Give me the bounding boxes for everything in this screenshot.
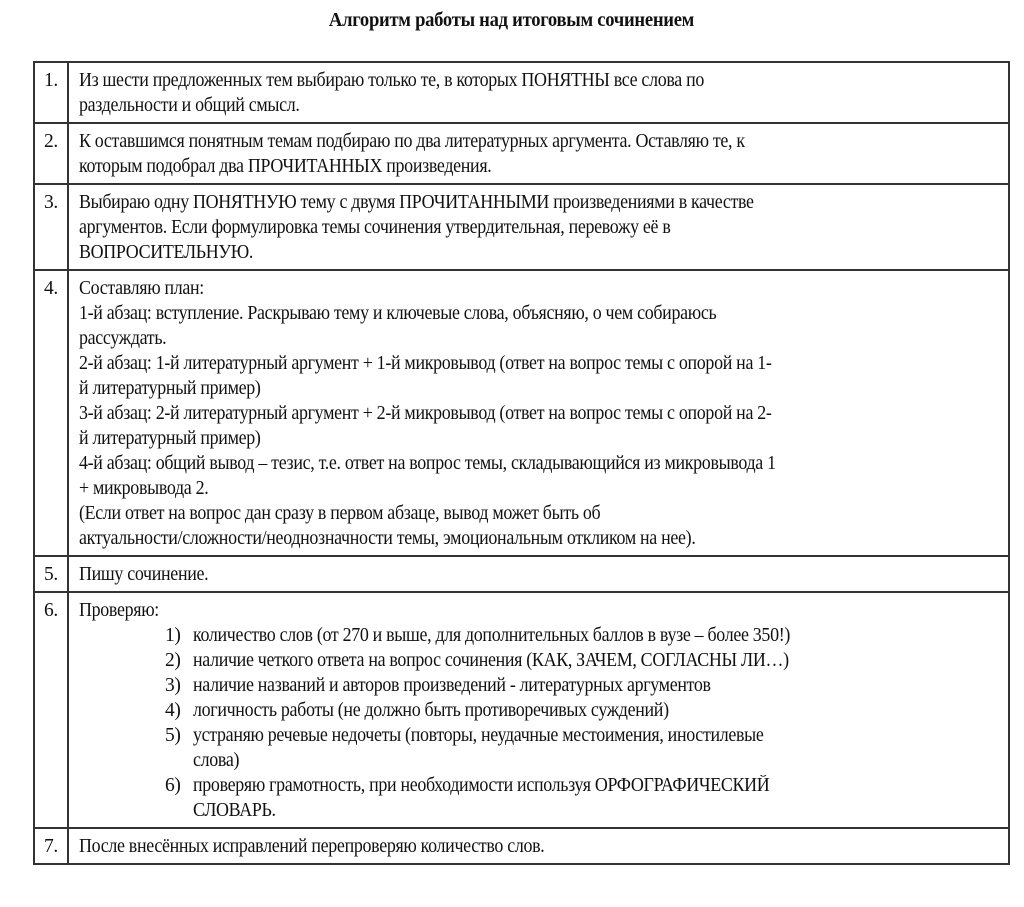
text-line: й литературный пример) — [79, 378, 261, 399]
text-line: проверяю грамотность, при необходимости используя ОРФОГРАФИЧЕСКИЙ — [193, 775, 770, 796]
table-row — [34, 592, 1009, 828]
step-number: 5. — [34, 556, 68, 592]
step-number: 3. — [34, 184, 68, 270]
list-marker: 1) — [165, 625, 181, 646]
text-line: слова) — [193, 750, 240, 771]
text-line: которым подобрал два ПРОЧИТАННЫХ произведения. — [79, 156, 492, 177]
step-number: 4. — [34, 270, 68, 556]
text-line: рассуждать. — [79, 328, 167, 349]
check-list — [79, 623, 1000, 823]
step-number: 7. — [34, 828, 68, 864]
text-line: К оставшимся понятным темам подбираю по два литературных аргумента. Оставляю те, к — [79, 131, 745, 152]
text-line: Пишу сочинение. — [79, 564, 209, 585]
list-marker: 4) — [165, 700, 181, 721]
text-line: раздельности и общий смысл. — [79, 95, 300, 116]
text-line: устраняю речевые недочеты (повторы, неудачные местоимения, иностилевые — [193, 725, 764, 746]
check-item — [165, 773, 1000, 823]
list-marker: 3) — [165, 675, 181, 696]
step-text — [68, 592, 1009, 828]
table-row — [34, 828, 1009, 864]
text-line: аргументов. Если формулировка темы сочинения утвердительная, перевожу её в — [79, 217, 671, 238]
step-text — [68, 184, 1009, 270]
step-number: 1. — [34, 62, 68, 123]
text-line: актуальности/сложности/неоднозначности темы, эмоциональным откликом на нее). — [79, 528, 696, 549]
list-marker: 2) — [165, 650, 181, 671]
table-row — [34, 184, 1009, 270]
check-item — [165, 673, 1000, 698]
text-line: После внесённых исправлений перепроверяю количество слов. — [79, 836, 545, 857]
step-text — [68, 123, 1009, 184]
text-line: й литературный пример) — [79, 428, 261, 449]
text-line: логичность работы (не должно быть противоречивых суждений) — [193, 700, 669, 721]
text-line: 2-й абзац: 1-й литературный аргумент + 1-й микровывод (ответ на вопрос темы с опорой на 1- — [79, 353, 772, 374]
table-row — [34, 556, 1009, 592]
step-number: 6. — [34, 592, 68, 828]
text-line: Из шести предложенных тем выбираю только те, в которых ПОНЯТНЫ все слова по — [79, 70, 704, 91]
title-text: Алгоритм работы над итоговым сочинением — [328, 9, 695, 31]
check-item — [165, 698, 1000, 723]
table-row — [34, 62, 1009, 123]
text-line: ВОПРОСИТЕЛЬНУЮ. — [79, 242, 254, 263]
step-number: 2. — [34, 123, 68, 184]
check-item — [165, 648, 1000, 673]
text-line: Выбираю одну ПОНЯТНУЮ тему с двумя ПРОЧИТАННЫМИ произведениями в качестве — [79, 192, 754, 213]
text-line: Составляю план: — [79, 278, 204, 299]
table-row — [34, 123, 1009, 184]
check-item — [165, 623, 1000, 648]
step-text — [68, 556, 1009, 592]
text-line: + микровывода 2. — [79, 478, 209, 499]
text-line: наличие четкого ответа на вопрос сочинения (КАК, ЗАЧЕМ, СОГЛАСНЫ ЛИ…) — [193, 650, 789, 671]
text-line: наличие названий и авторов произведений - литературных аргументов — [193, 675, 711, 696]
text-line: 1-й абзац: вступление. Раскрываю тему и ключевые слова, объясняю, о чем собираюсь — [79, 303, 717, 324]
text-line: 3-й абзац: 2-й литературный аргумент + 2-й микровывод (ответ на вопрос темы с опорой на 2- — [79, 403, 772, 424]
step-text — [68, 270, 1009, 556]
table-row — [34, 270, 1009, 556]
step-text — [68, 62, 1009, 123]
document-title — [0, 9, 1023, 32]
check-item — [165, 723, 1000, 773]
algorithm-table — [33, 61, 1010, 865]
step-text — [68, 828, 1009, 864]
list-marker: 5) — [165, 725, 181, 746]
text-line: 4-й абзац: общий вывод – тезис, т.е. ответ на вопрос темы, складывающийся из микровывода 1 — [79, 453, 776, 474]
text-line: СЛОВАРЬ. — [193, 800, 276, 821]
text-line: количество слов (от 270 и выше, для дополнительных баллов в вузе – более 350!) — [193, 625, 791, 646]
list-marker: 6) — [165, 775, 181, 796]
text-line: Проверяю: — [79, 600, 159, 621]
text-line: (Если ответ на вопрос дан сразу в первом абзаце, вывод может быть об — [79, 503, 601, 524]
